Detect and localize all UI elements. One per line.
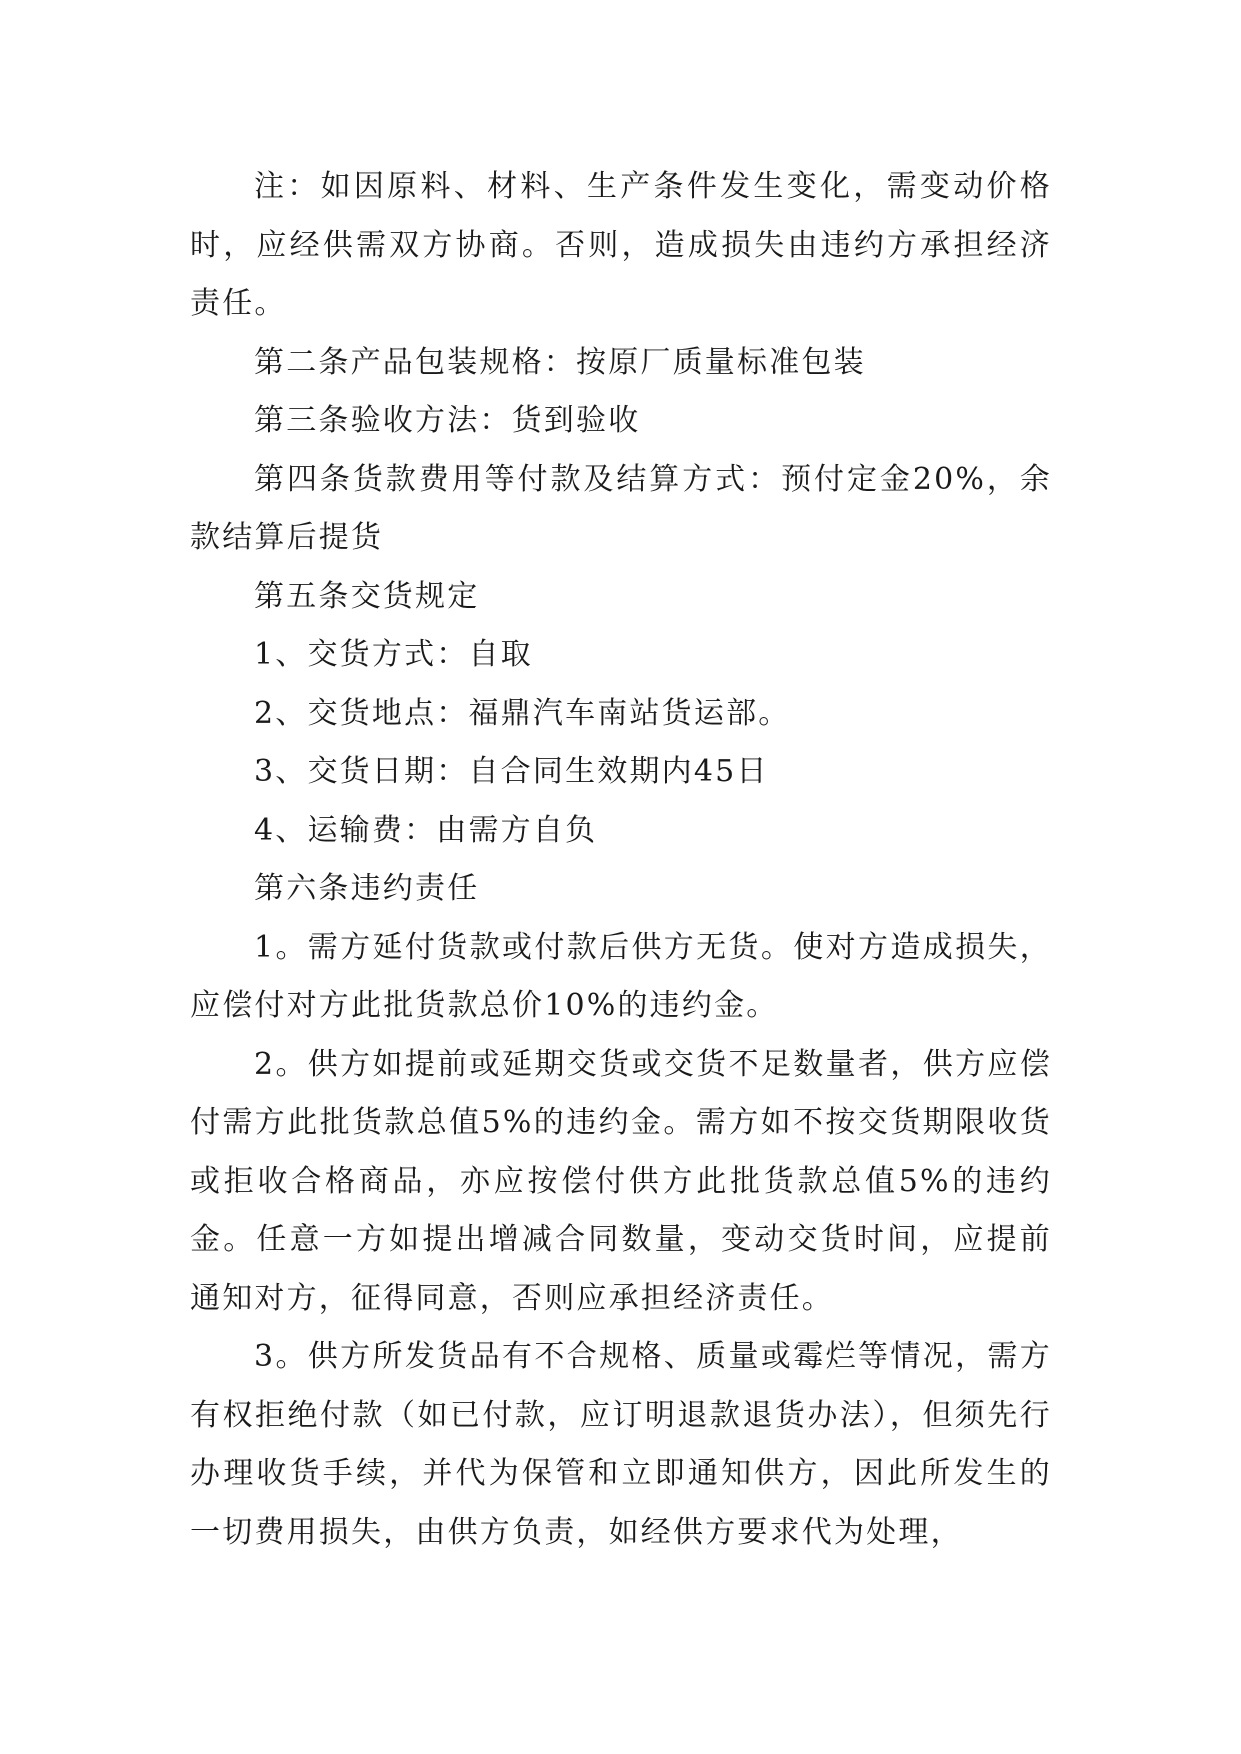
article-3-acceptance: 第三条验收方法：货到验收 (254, 403, 641, 438)
note-paragraph: 注：如因原料、材料、生产条件发生变化，需变动价格时，应经供需双方协商。否则，造成损失由违约方承担经济责任。 (190, 169, 1052, 321)
liability-item-1: 1。需方延付货款或付款后供方无货。使对方造成损失，应偿付对方此批货款总价10%的违约金。 (190, 929, 1052, 1023)
delivery-item-4: 4、运输费：由需方自负 (254, 812, 598, 848)
article-2-packaging: 第二条产品包装规格：按原厂质量标准包装 (254, 344, 866, 380)
delivery-item-1: 1、交货方式：自取 (254, 637, 533, 672)
liability-item-3: 3。供方所发货品有不合规格、质量或霉烂等情况，需方有权拒绝付款（如已付款，应订明退款退货办法），但须先行办理收货手续，并代为保管和立即通知供方，因此所发生的一切费用损失，由供方负责，如经供方要求代为处理， (190, 1339, 1052, 1550)
article-6-heading: 第六条违约责任 (254, 871, 480, 906)
document-body (190, 158, 1052, 1562)
liability-item-2: 2。供方如提前或延期交货或交货不足数量者，供方应偿付需方此批货款总值5%的违约金。需方如不按交货期限收货或拒收合格商品，亦应按偿付供方此批货款总值5%的违约金。任意一方如提出增减合同数量，变动交货时间，应提前通知对方，征得同意，否则应承担经济责任。 (190, 1046, 1052, 1316)
delivery-item-3: 3、交货日期：自合同生效期内45日 (254, 754, 769, 789)
article-4-payment: 第四条货款费用等付款及结算方式：预付定金20%，余款结算后提货 (190, 461, 1052, 555)
article-5-heading: 第五条交货规定 (254, 578, 480, 614)
delivery-item-2: 2、交货地点：福鼎汽车南站货运部。 (254, 695, 791, 731)
